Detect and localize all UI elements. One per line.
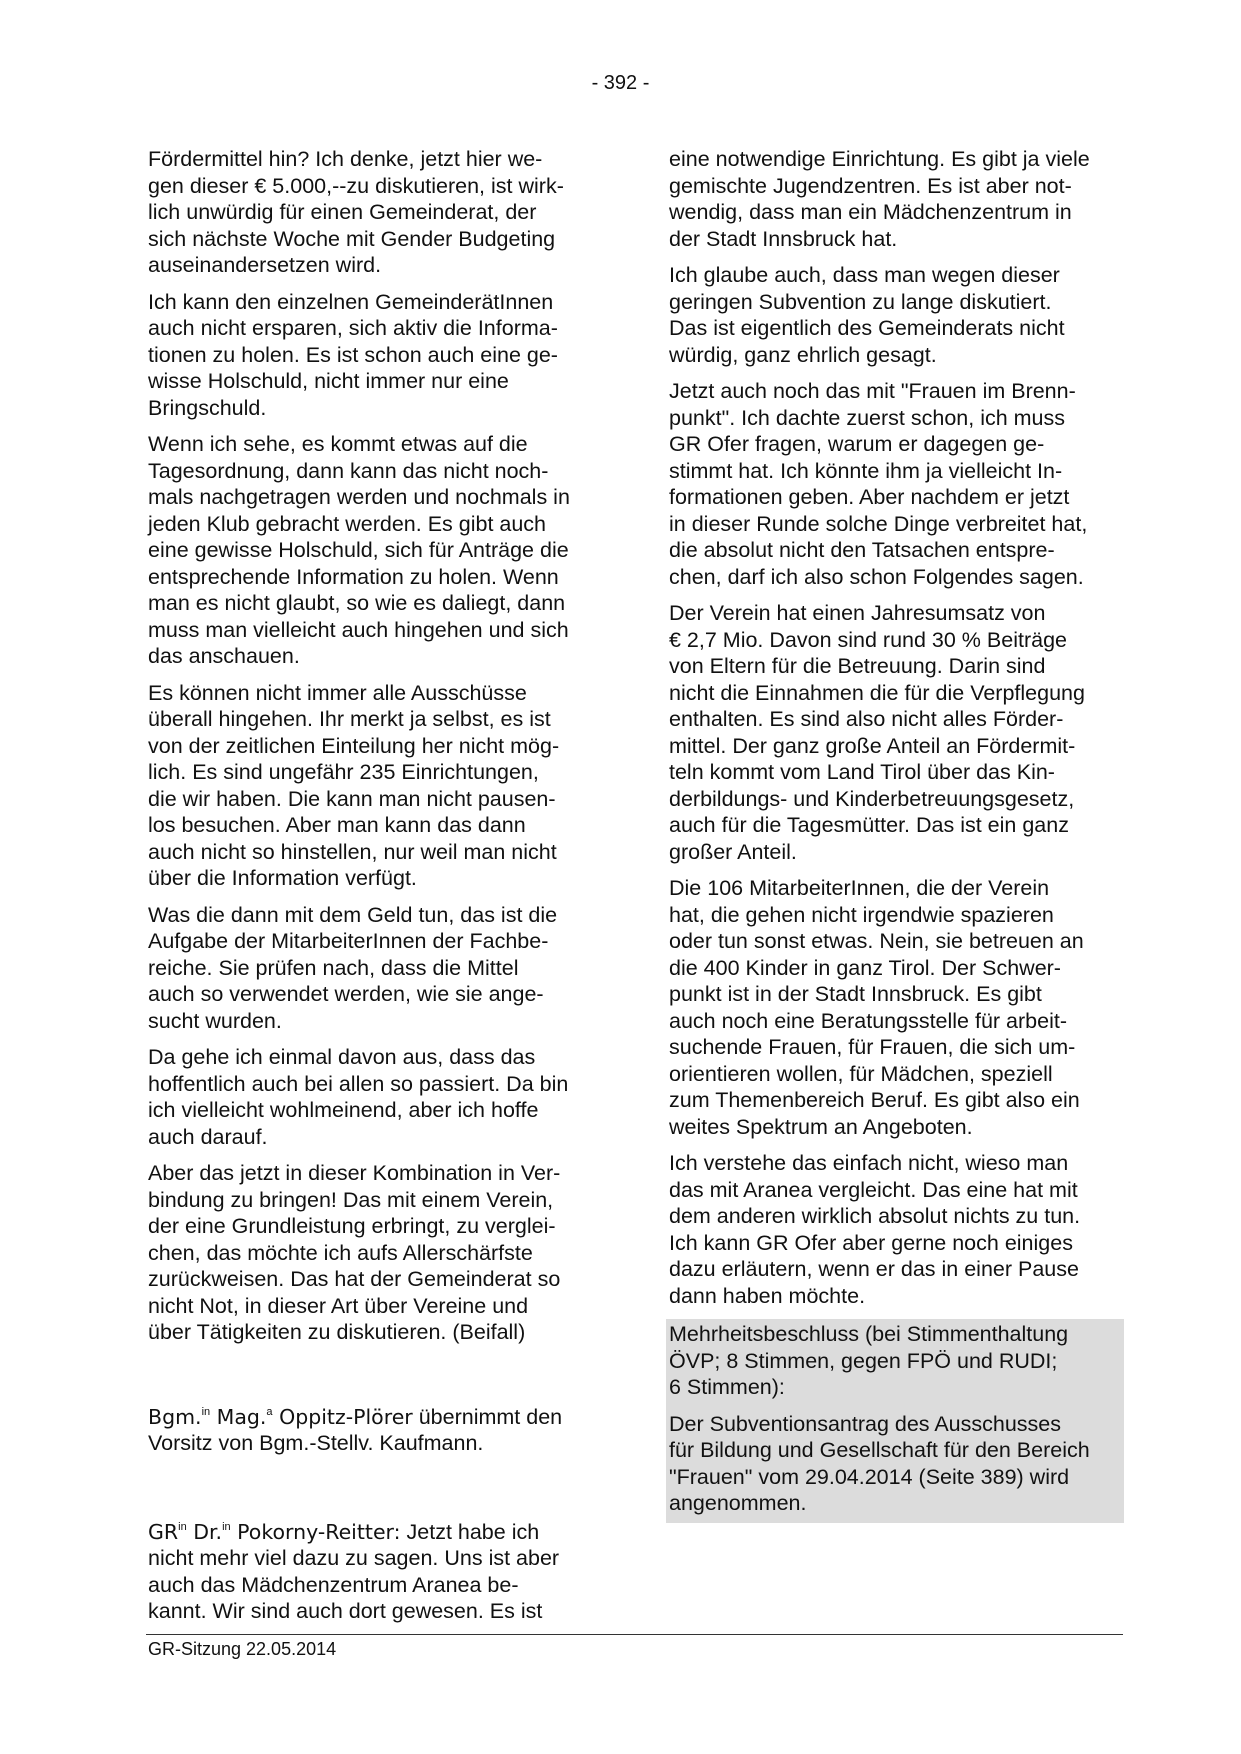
speech-pokorny-reitter <box>148 1519 608 1625</box>
paragraph: Die 106 MitarbeiterInnen, die der Verein hat, die gehen nicht irgendwie spazieren oder tun sonst etwas. Nein, sie betreuen an die 400 Kinder in ganz Tirol. Der Schwer- punkt ist in der Stadt Innsbruck. Es gibt auch noch eine Beratungsstelle für arbeit- suchende Frauen, für Frauen, die sich um- orientieren wollen, für Mädchen, speziell zum Themenbereich Beruf. Es gibt also ein weites Spektrum an Angeboten. <box>669 876 1084 1139</box>
paragraph: Jetzt auch noch das mit "Frauen im Brenn- punkt". Ich dachte zuerst schon, ich muss GR Ofer fragen, warum er dagegen ge- stimmt hat. Ich könnte ihm ja vielleicht In- formationen geben. Aber nachdem er jetzt in dieser Runde solche Dinge verbreitet hat, die absolut nicht den Tatsachen entspre- chen, darf ich also schon Folgendes sagen. <box>669 379 1088 589</box>
mayor-degree-sup: a <box>266 1405 273 1418</box>
mayor-degree: Mag. <box>210 1404 267 1429</box>
paragraph: Ich glaube auch, dass man wegen dieser geringen Subvention zu lange diskutiert. Das ist eigentlich des Gemeinderats nicht würdig, ganz ehrlich gesagt. <box>669 263 1065 367</box>
footer-session-date: GR-Sitzung 22.05.2014 <box>148 1639 337 1659</box>
paragraph: Aber das jetzt in dieser Kombination in Ver- bindung zu bringen! Das mit einem Verein, der eine Grundleistung erbringt, zu verglei- chen, das möchte ich aufs Allerschärfste zurückweisen. Das hat der Gemeinderat so nicht Not, in dieser Art über Vereine und über Tätigkeiten zu diskutieren. (Beifall) <box>148 1161 561 1344</box>
left-column <box>148 146 608 1635</box>
vote-result: Mehrheitsbeschluss (bei Stimmenthaltung ÖVP; 8 Stimmen, gegen FPÖ und RUDI; 6 Stimmen): <box>669 1322 1069 1399</box>
paragraph: Fördermittel hin? Ich denke, jetzt hier we- gen dieser € 5.000,--zu diskutieren, ist wirk- lich unwürdig für einen Gemeinderat, der sich nächste Woche mit Gender Budgeting auseinandersetzen wird. <box>148 147 564 277</box>
chair-change-note <box>148 1404 608 1457</box>
mayor-title: Bgm. <box>148 1404 202 1429</box>
mayor-name: Oppitz-Plörer <box>272 1404 413 1429</box>
page-number: - 392 - <box>591 72 650 94</box>
speaker-title-sup: in <box>178 1520 187 1533</box>
paragraph: Es können nicht immer alle Ausschüsse überall hingehen. Ihr merkt ja selbst, es ist von der zeitlichen Einteilung her nicht mög- lich. Es sind ungefähr 235 Einrichtungen, die wir haben. Die kann man nicht pausen- los besuchen. Aber man kann das dann auch nicht so hinstellen, nur weil man nicht über die Information verfügt. <box>148 680 560 890</box>
paragraph: Ich kann den einzelnen GemeinderätInnen auch nicht ersparen, sich aktiv die Informa- tionen zu holen. Es ist schon auch eine ge- wisse Holschuld, nicht immer nur eine Bringschuld. <box>148 289 558 420</box>
speaker-title: GR <box>148 1519 179 1544</box>
paragraph: Ich verstehe das einfach nicht, wieso man das mit Aranea vergleicht. Das eine hat mit dem anderen wirklich absolut nichts zu tun. Ich kann GR Ofer aber gerne noch einiges dazu erläutern, wenn er das in einer Pause dann haben möchte. <box>669 1151 1081 1308</box>
resolution-box <box>666 1319 1124 1523</box>
chair-change-text: übernimmt den Vorsitz von Bgm.-Stellv. Kaufmann. <box>148 1404 563 1455</box>
speaker-degree-sup: in <box>222 1520 231 1533</box>
paragraph: Der Verein hat einen Jahresumsatz von € 2,7 Mio. Davon sind rund 30 % Beiträge von Eltern für die Betreuung. Darin sind nicht die Einnahmen die für die Verpflegung enthalten. Es sind also nicht alles Förder- mittel. Der ganz große Anteil an Fördermit- teln kommt vom Land Tirol über das Kin- derbildungs- und Kinderbetreuungsgesetz, auch für die Tagesmütter. Das ist ein ganz großer Anteil. <box>669 601 1085 864</box>
paragraph: Wenn ich sehe, es kommt etwas auf die Tagesordnung, dann kann das nicht noch- mals nachgetragen werden und nochmals in jeden Klub gebracht werden. Es gibt auch eine gewisse Holschuld, sich für Anträge die entsprechende Information zu holen. Wenn man es nicht glaubt, so wie es daliegt, dann muss man vielleicht auch hingehen und sich das anschauen. <box>148 432 570 668</box>
right-column <box>669 146 1124 1523</box>
paragraph: eine notwendige Einrichtung. Es gibt ja viele gemischte Jugendzentren. Es ist aber not- wendig, dass man ein Mädchenzentrum in der Stadt Innsbruck hat. <box>669 147 1090 251</box>
paragraph: Was die dann mit dem Geld tun, das ist die Aufgabe der MitarbeiterInnen der Fachbe- reiche. Sie prüfen nach, dass die Mittel auch so verwendet werden, wie sie ange- sucht wurden. <box>148 902 558 1033</box>
speech-text: Jetzt habe ich nicht mehr viel dazu zu sagen. Uns ist aber auch das Mädchenzentrum Aranea be- kannt. Wir sind auch dort gewesen. Es ist <box>148 1519 560 1623</box>
resolution-text: Der Subventionsantrag des Ausschusses für Bildung und Gesellschaft für den Bereich "Frauen" vom 29.04.2014 (Seite 389) wird angenommen. <box>669 1411 1090 1515</box>
footer-divider <box>146 1634 1123 1635</box>
speaker-name: Pokorny-Reitter: <box>230 1519 401 1544</box>
mayor-title-sup: in <box>201 1405 211 1418</box>
speaker-degree: Dr. <box>186 1519 223 1544</box>
paragraph: Da gehe ich einmal davon aus, dass das hoffentlich auch bei allen so passiert. Da bin ich vielleicht wohlmeinend, aber ich hoffe auch darauf. <box>148 1045 569 1149</box>
